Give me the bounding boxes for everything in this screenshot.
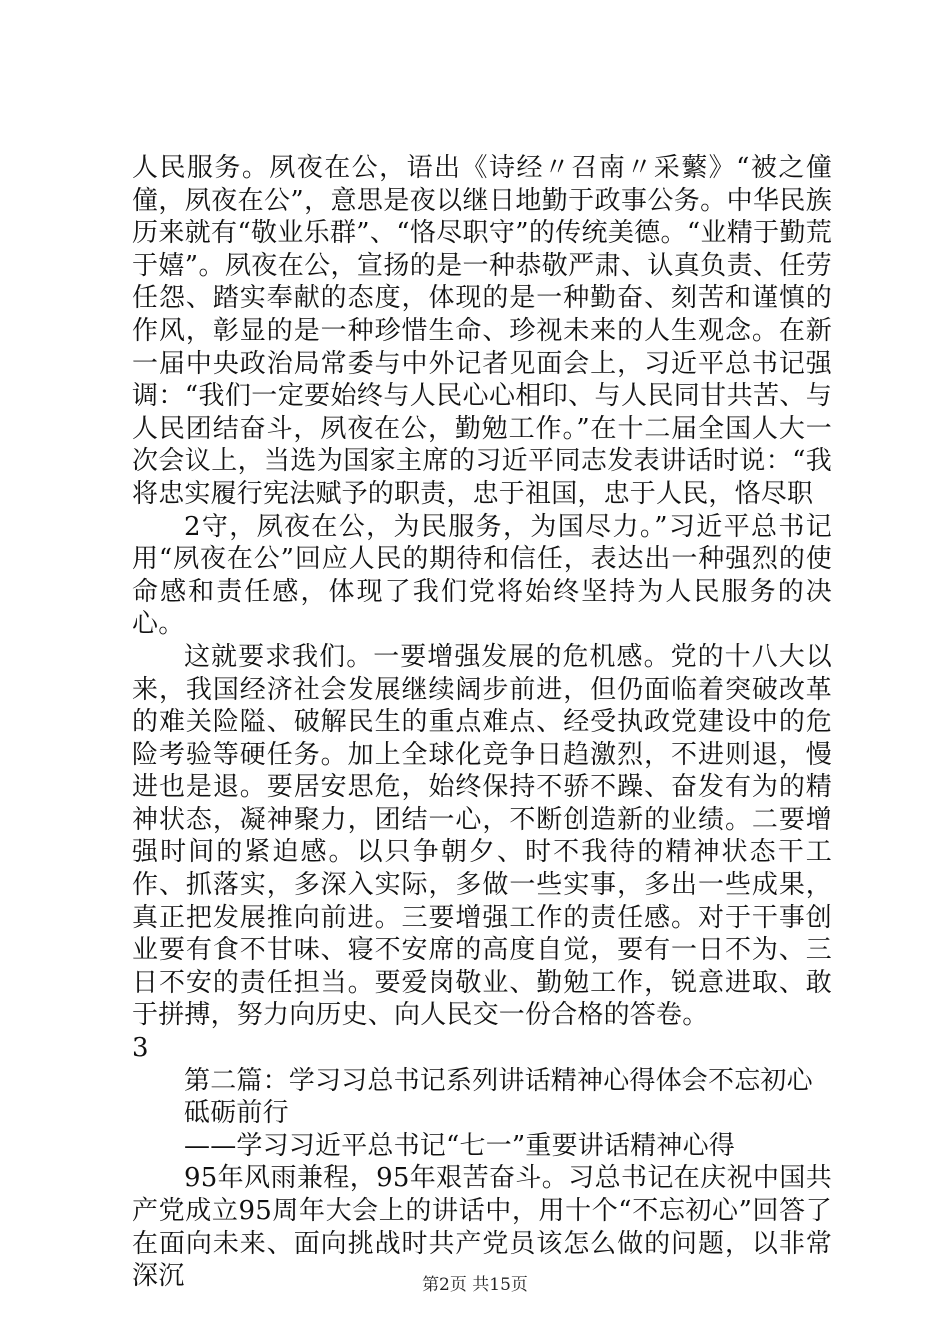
paragraph-4: 95年风雨兼程，95年艰苦奋斗。习总书记在庆祝中国共产党成立95周年大会上的讲话中，用十个“不忘初心”回答了在面向未来、面向挑战时共产党员该怎么做的问题，以非常深沉 xyxy=(132,1163,832,1292)
section-subheading: ——学习习近平总书记“七一”重要讲话精神心得 xyxy=(184,1130,735,1161)
paragraph-2: 2守，夙夜在公，为民服务，为国尽力。”习近平总书记用“夙夜在公”回应人民的期待和信任，表达出一种强烈的使命感和责任感，体现了我们党将始终坚持为人民服务的决心。 xyxy=(132,511,832,640)
section-heading-line1: 第二篇：学习习总书记系列讲话精神心得体会不忘初心 xyxy=(184,1065,813,1096)
page-marker: 3 xyxy=(132,1033,149,1064)
section-heading-line2: 砥砺前行 xyxy=(184,1098,289,1129)
document-body xyxy=(132,152,832,1293)
page-footer: 第2页 共15页 xyxy=(422,1275,528,1295)
paragraph-1: 人民服务。夙夜在公，语出《诗经〃召南〃采蘩》“被之僮僮，夙夜在公”，意思是夜以继日地勤于政事公务。中华民族历来就有“敬业乐群”、“恪尽职守”的传统美德。“业精于勤荒于嬉”。夙夜在公，宣扬的是一种恭敬严肃、认真负责、任劳任怨、踏实奉献的态度，体现的是一种勤奋、刻苦和谨慎的作风，彰显的是一种珍惜生命、珍视未来的人生观念。在新一届中央政治局常委与中外记者见面会上，习近平总书记强调：“我们一定要始终与人民心心相印、与人民同甘共苦、与人民团结奋斗，夙夜在公，勤勉工作。”在十二届全国人大一次会议上，当选为国家主席的习近平同志发表讲话时说：“我将忠实履行宪法赋予的职责，忠于祖国，忠于人民，恪尽职 xyxy=(132,153,832,509)
paragraph-3: 这就要求我们。一要增强发展的危机感。党的十八大以来，我国经济社会发展继续阔步前进，但仍面临着突破改革的难关险隘、破解民生的重点难点、经受执政党建设中的危险考验等硬任务。加上全球化竞争日趋激烈，不进则退，慢进也是退。要居安思危，始终保持不骄不躁、奋发有为的精神状态，凝神聚力，团结一心，不断创造新的业绩。二要增强时间的紧迫感。以只争朝夕、时不我待的精神状态干工作、抓落实，多深入实际，多做一些实事，多出一些成果，真正把发展推向前进。三要增强工作的责任感。对于干事创业要有食不甘味、寝不安席的高度自觉，要有一日不为、三日不安的责任担当。要爱岗敬业、勤勉工作，锐意进取、敢于拼搏，努力向历史、向人民交一份合格的答卷。 xyxy=(132,641,832,1031)
